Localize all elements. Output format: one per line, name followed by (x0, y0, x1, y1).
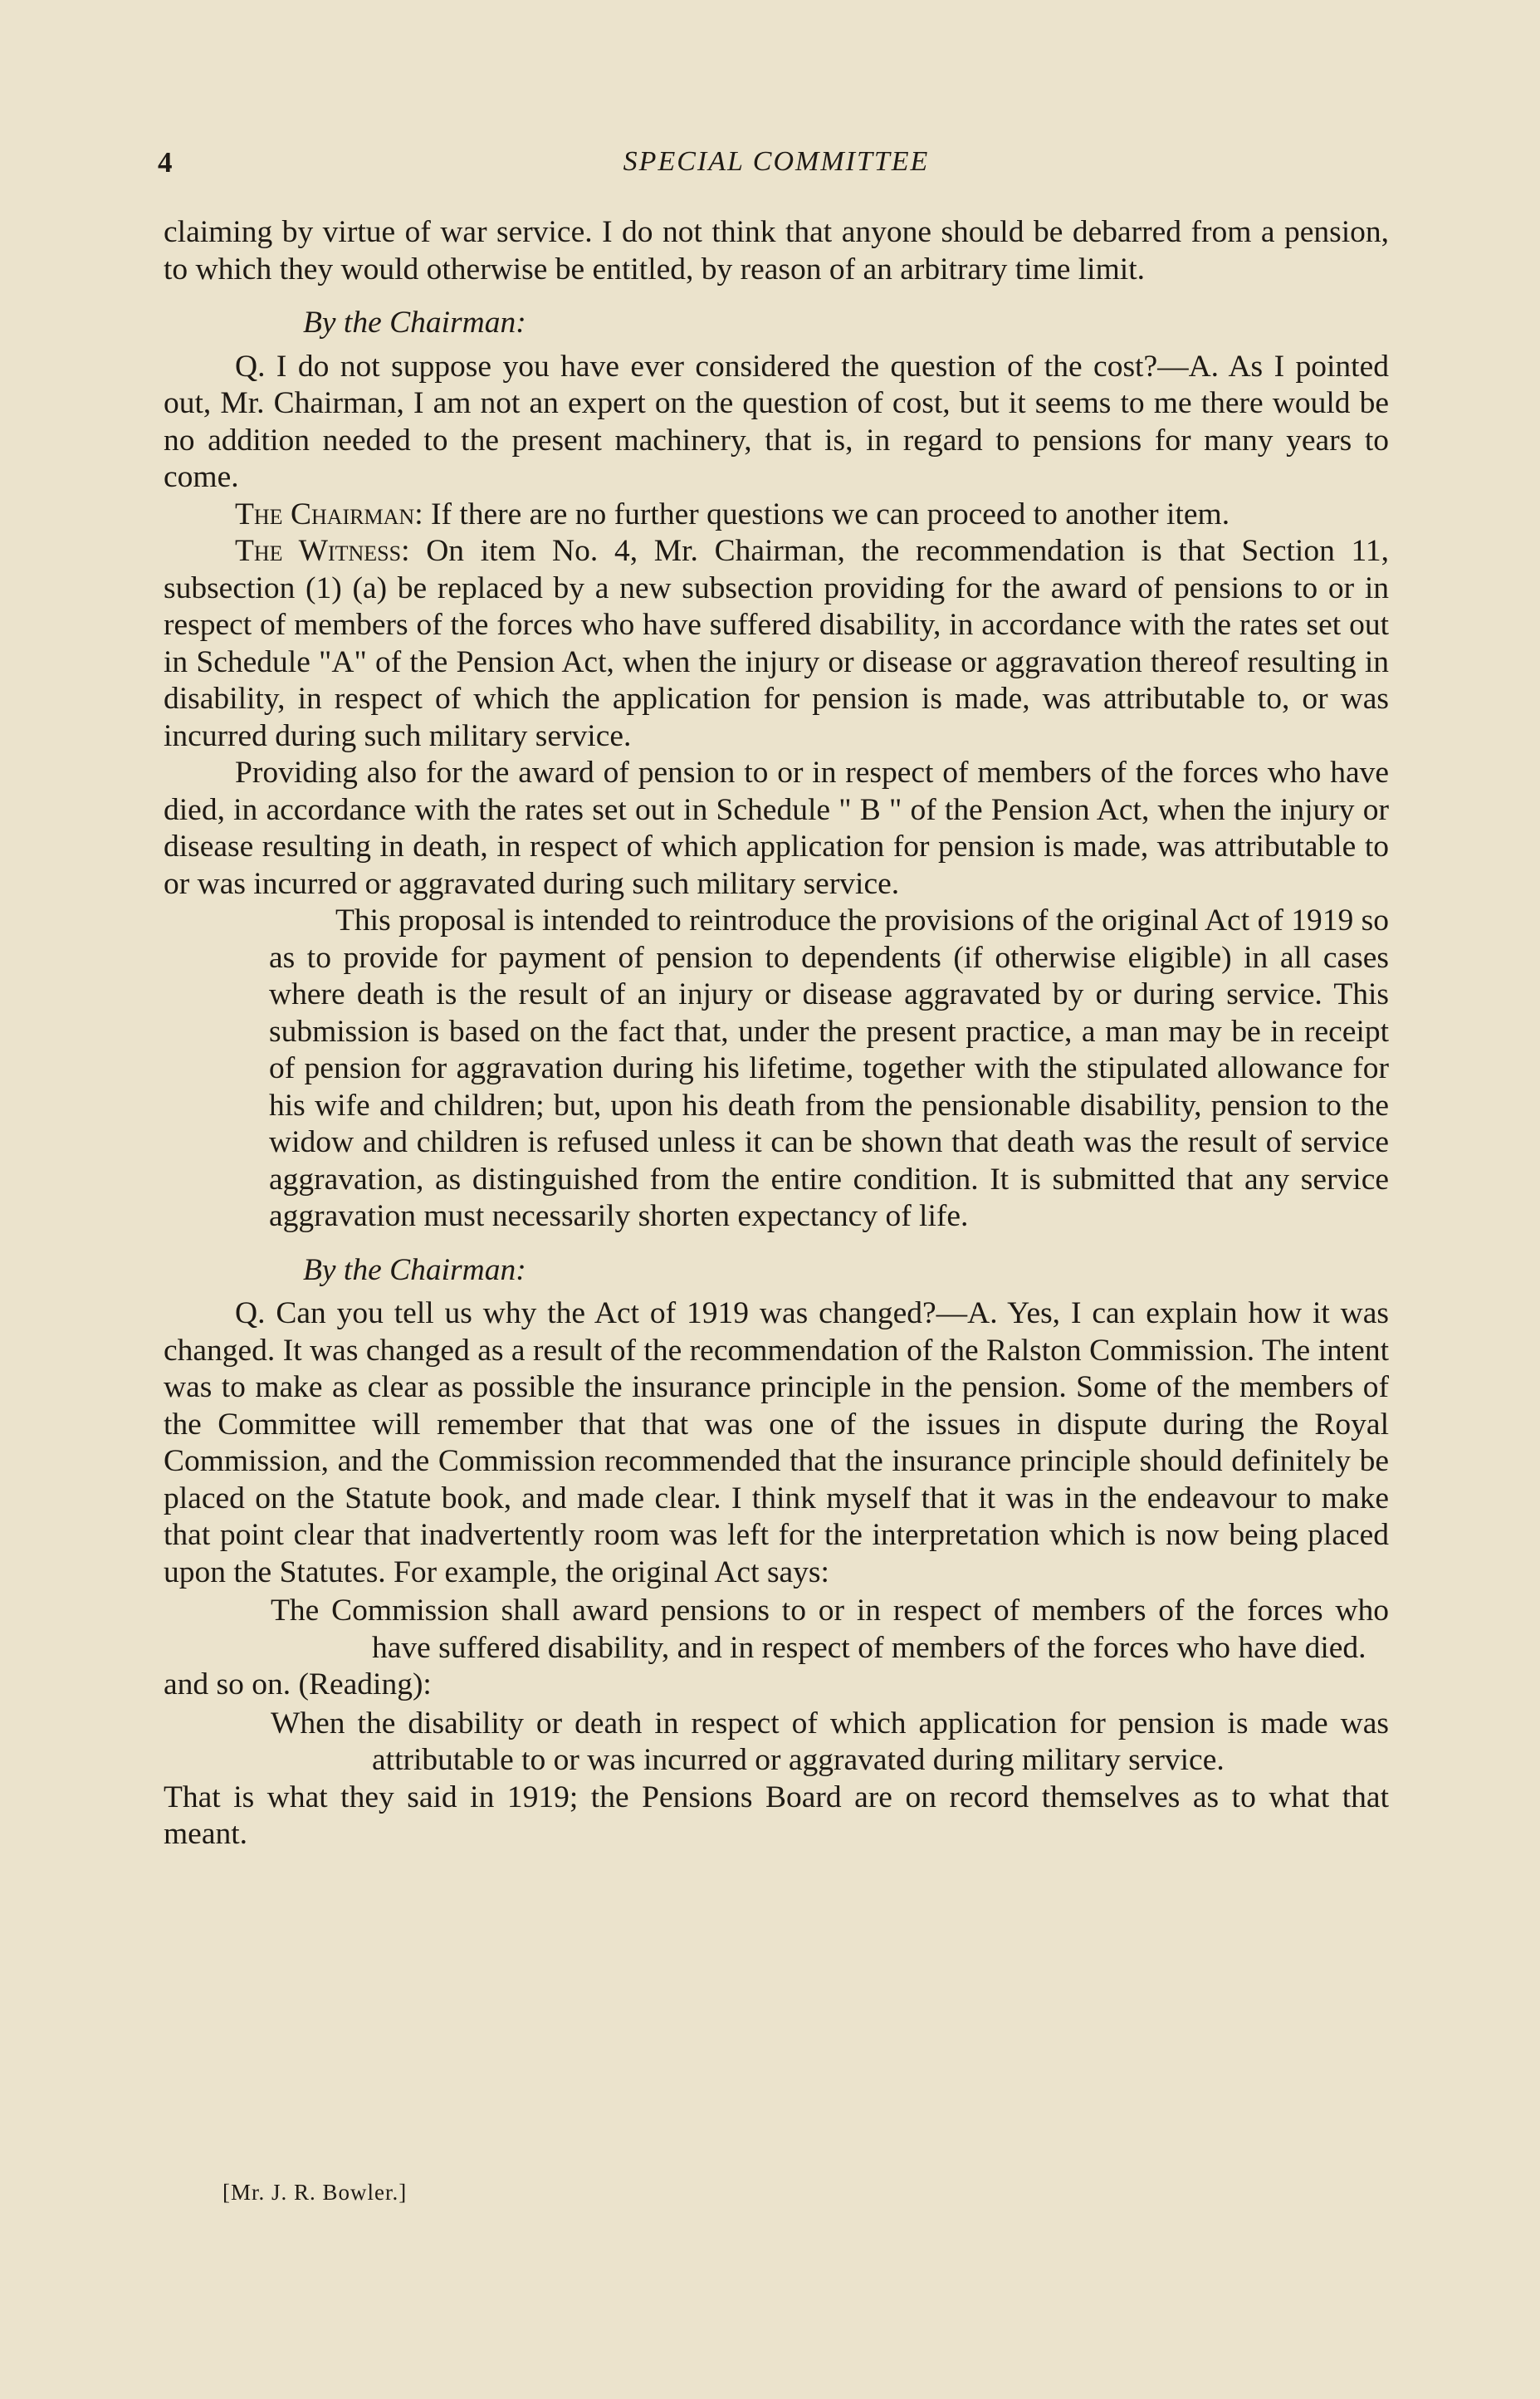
paragraph: Q. I do not suppose you have ever considered the question of the cost?—A. As I pointed out, Mr. Chairman, I am not an expert on the question of cost, but it seems to me there would be no addition needed to the present machinery, that is, in regard to pensions for many years to come. (164, 349, 1389, 494)
section-heading: By the Chairman: (303, 1252, 526, 1287)
speaker-name: The Chairman (235, 497, 415, 531)
paragraph: Q. Can you tell us why the Act of 1919 was changed?—A. Yes, I can explain how it was changed. It was changed as a result of the recommendation of the Ralston Commission. The intent was to make as clear as possible the insurance principle in the pension. Some of the members of the Committee will remember that that was one of the issues in dispute during the Royal Commission, and the Commission recommended that the insurance principle should definitely be placed on the Statute book, and made clear. I think myself that it was in the endeavour to make that point clear that inadvertently room was left for the interpretation which is now being placed upon the Statutes. For example, the original Act says: (164, 1296, 1389, 1589)
block-quote: The Commission shall award pensions to or in respect of members of the forces who have suffered disability, and in respect of members of the forces who have died. (271, 1594, 1389, 1665)
paragraph: Providing also for the award of pension to or in respect of members of the forces who have died, in accordance with the rates set out in Schedule " B " of the Pension Act, when the injury or disease resulting in death, in respect of which application for pension is made, was attributable to or was incurred or aggravated during such military service. (164, 756, 1389, 901)
paragraph: claiming by virtue of war service. I do not think that anyone should be debarred from a pension, to which they would otherwise be entitled, by reason of an arbitrary time limit. (164, 215, 1389, 286)
paragraph: and so on. (Reading): (164, 1667, 432, 1701)
section-heading: By the Chairman: (303, 306, 526, 340)
paragraph (164, 497, 1389, 534)
body-text (164, 214, 1389, 1853)
speaker-text: : On item No. 4, Mr. Chairman, the recommendation is that Section 11, subsection (1) (a) be replaced by a new subsection providing for the award of pensions to or in respect of members of the forces who have suffered disability, in accordance with the rates set out in Schedule "A" of the Pension Act, when the injury or disease or aggravation thereof resulting in disability, in respect of which the application for pension is made, was attributable to, or was incurred during such military service. (164, 534, 1389, 753)
page-number: 4 (158, 146, 173, 179)
speaker-name: The Witness (235, 534, 402, 568)
page-header (158, 146, 1395, 188)
speaker-text: : If there are no further questions we can proceed to another item. (414, 497, 1230, 531)
paragraph (164, 533, 1389, 755)
block-quote: When the disability or death in respect of which application for pension is made was attributable to or was incurred or aggravated during military service. (271, 1706, 1389, 1777)
footer-signature: [Mr. J. R. Bowler.] (222, 2180, 408, 2205)
paragraph: That is what they said in 1919; the Pensions Board are on record themselves as to what that meant. (164, 1780, 1389, 1851)
running-head: SPECIAL COMMITTEE (623, 146, 930, 177)
block-quote: This proposal is intended to reintroduce the provisions of the original Act of 1919 so as to provide for payment of pension to dependents (if otherwise eligible) in all cases where death is the result of an injury or disease aggravated by or during service. This submission is based on the fact that, under the present practice, a man may be in receipt of pension for aggravation during his lifetime, together with the stipulated allowance for his wife and children; but, upon his death from the pensionable disability, pension to the widow and children is refused unless it can be shown that death was the result of service aggravation, as distinguished from the entire condition. It is submitted that any service aggravation must necessarily shorten expectancy of life. (269, 903, 1389, 1233)
